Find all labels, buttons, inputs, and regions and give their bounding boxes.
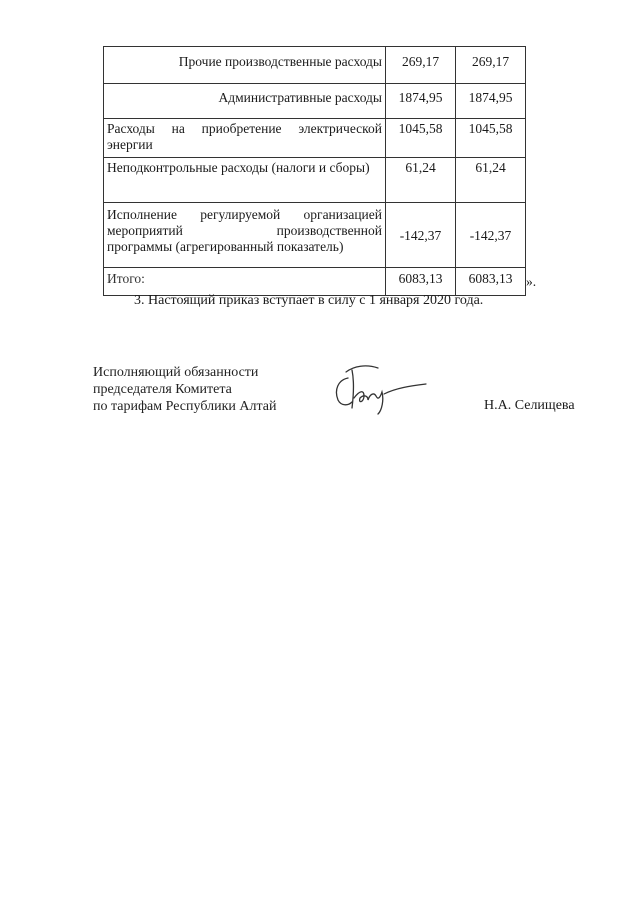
row-label: Неподконтрольные расходы (налоги и сборы) [104,158,386,203]
row-label-main: Исполнение регулируемой организацией мероприятий производственной [107,207,382,238]
value-cell: 1045,58 [386,119,456,158]
table-row [104,268,526,296]
value-cell: 1874,95 [456,84,526,119]
value-cell: 1874,95 [386,84,456,119]
position-line: по тарифам Республики Алтай [93,399,277,414]
table-row [104,203,526,268]
value-cell: 269,17 [456,47,526,84]
value-cell: -142,37 [456,203,526,268]
row-label: Прочие производственные расходы [104,47,386,84]
value-cell: 61,24 [386,158,456,203]
table-row [104,158,526,203]
total-label: Итого: [104,268,386,296]
value-cell: 61,24 [456,158,526,203]
closing-quote: ». [526,274,537,289]
costs-table [103,46,526,296]
table-row [104,84,526,119]
value-cell: 1045,58 [456,119,526,158]
handwritten-signature [318,360,438,416]
total-value: 6083,13 [456,268,526,296]
signer-name: Н.А. Селищева [484,398,575,413]
value-cell: -142,37 [386,203,456,268]
row-label [104,203,386,268]
row-label-last: программы (агрегированный показатель) [107,239,344,254]
signatory-position [93,364,276,415]
table-row [104,47,526,84]
position-line: председателя Комитета [93,382,232,397]
position-line: Исполняющий обязанности [93,365,259,380]
total-value: 6083,13 [386,268,456,296]
table-row [104,119,526,158]
value-cell: 269,17 [386,47,456,84]
effective-date-clause: 3. Настоящий приказ вступает в силу с 1 января 2020 года. [134,293,484,308]
row-label: Расходы на приобретение электрической энергии [104,119,386,158]
row-label: Административные расходы [104,84,386,119]
